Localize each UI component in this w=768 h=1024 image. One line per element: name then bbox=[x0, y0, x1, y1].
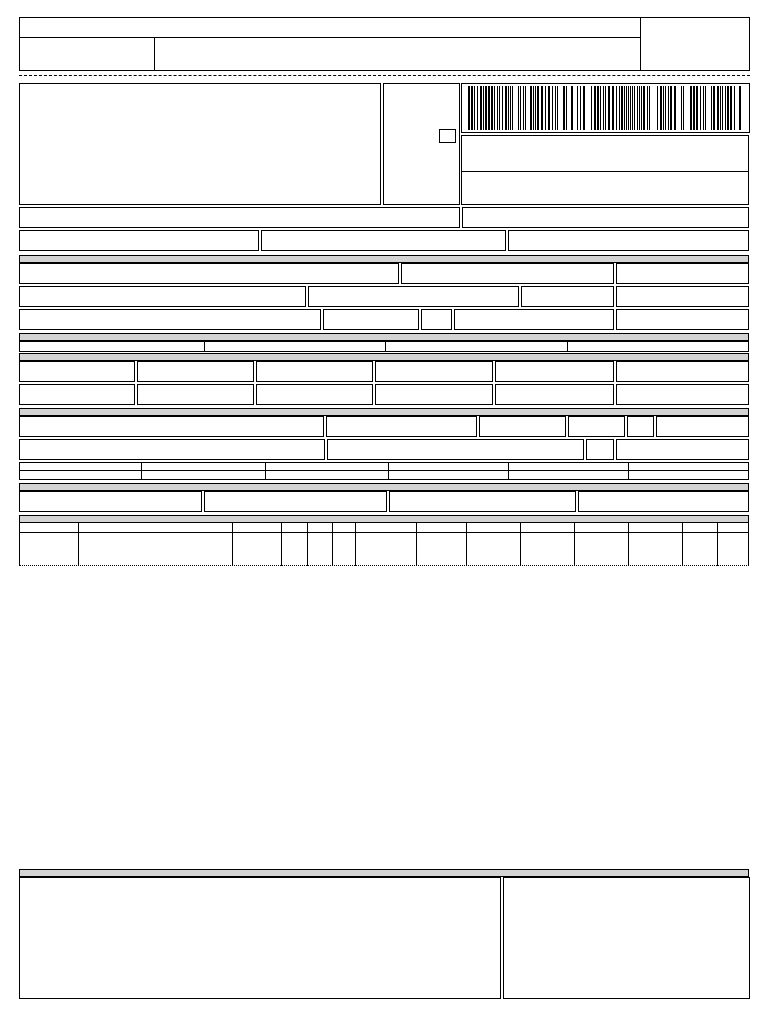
barcode-bar bbox=[608, 86, 610, 130]
cep-field bbox=[521, 286, 614, 307]
barcode-bar bbox=[555, 86, 556, 130]
products-right-edge bbox=[748, 522, 749, 566]
barcode-bar bbox=[637, 86, 638, 130]
recipient-ie-field bbox=[454, 309, 614, 330]
freight-field bbox=[19, 384, 135, 405]
barcode-bar bbox=[727, 86, 729, 130]
product-col-divider bbox=[574, 522, 575, 566]
product-col-divider bbox=[281, 522, 282, 566]
invoice-row bbox=[19, 341, 749, 352]
barcode-bar bbox=[665, 86, 666, 130]
carrier-city-field bbox=[327, 439, 584, 460]
barcode-bar bbox=[508, 86, 509, 130]
barcode-bar bbox=[494, 86, 495, 130]
address-field bbox=[19, 286, 306, 307]
barcode-bar bbox=[541, 86, 543, 130]
product-col-divider bbox=[232, 522, 233, 566]
vehicle-plate-field bbox=[568, 416, 625, 437]
entry-exit-checkbox[interactable] bbox=[439, 129, 456, 143]
barcode-bar bbox=[711, 86, 712, 130]
product-col-divider bbox=[628, 522, 629, 566]
carrier-section-header bbox=[19, 408, 749, 416]
barcode-bar bbox=[583, 86, 585, 130]
municipal-reg-field bbox=[19, 491, 202, 512]
barcode-bar bbox=[621, 86, 623, 130]
complementary-info-box bbox=[19, 877, 501, 999]
product-col-divider bbox=[682, 522, 683, 566]
barcode-bar bbox=[497, 86, 498, 130]
barcode-bar bbox=[491, 86, 493, 130]
exit-time-field bbox=[616, 309, 749, 330]
issqn-value-field bbox=[578, 491, 749, 512]
barcode-bar bbox=[577, 86, 578, 130]
state-reg-field bbox=[19, 230, 259, 251]
barcode-bar bbox=[616, 86, 617, 130]
product-col-divider bbox=[78, 522, 79, 566]
volumes-div-3 bbox=[388, 462, 389, 480]
barcode-bar bbox=[557, 86, 558, 130]
product-col-divider bbox=[416, 522, 417, 566]
tax-section-header bbox=[19, 353, 749, 361]
barcode-bar bbox=[474, 86, 475, 130]
exit-date-field bbox=[616, 286, 749, 307]
receipt-stub-divider-v1 bbox=[640, 17, 641, 71]
product-col-divider bbox=[355, 522, 356, 566]
issqn-base-field bbox=[389, 491, 576, 512]
barcode-bar bbox=[502, 86, 503, 130]
issuer-box bbox=[19, 83, 381, 205]
invoice-div-3 bbox=[567, 341, 568, 352]
barcode-bar bbox=[594, 86, 596, 130]
phone-field bbox=[323, 309, 419, 330]
barcode-bar bbox=[683, 86, 684, 130]
barcode-bar bbox=[730, 86, 732, 130]
barcode-bar bbox=[725, 86, 726, 130]
barcode-bar bbox=[571, 86, 573, 130]
barcode-bar bbox=[696, 86, 698, 130]
icms-st-base-field bbox=[256, 361, 373, 382]
barcode-bar bbox=[468, 86, 470, 130]
barcode-bar bbox=[499, 86, 500, 130]
insurance-field bbox=[137, 384, 254, 405]
barcode-bar bbox=[605, 86, 606, 130]
services-total-field bbox=[204, 491, 387, 512]
barcode-bar bbox=[480, 86, 482, 130]
barcode-bar bbox=[485, 86, 487, 130]
products-header-bottom bbox=[19, 522, 749, 523]
city-field bbox=[19, 309, 321, 330]
barcode-bar bbox=[713, 86, 715, 130]
product-col-divider bbox=[332, 522, 333, 566]
reserved-fisco-box bbox=[503, 877, 750, 999]
barcode-bar bbox=[619, 86, 620, 130]
barcode-bar bbox=[630, 86, 631, 130]
state-reg-st-field bbox=[261, 230, 506, 251]
icms-base-field bbox=[19, 361, 135, 382]
recipient-section-header bbox=[19, 255, 749, 263]
volumes-row bbox=[19, 462, 749, 480]
danfe-box bbox=[383, 83, 460, 205]
product-col-divider bbox=[717, 522, 718, 566]
barcode-bar bbox=[591, 86, 592, 130]
carrier-ie-field bbox=[616, 439, 749, 460]
barcode-bar bbox=[624, 86, 625, 130]
barcode-bar bbox=[533, 86, 534, 130]
barcode-bar bbox=[603, 86, 604, 130]
invoice-div-2 bbox=[385, 341, 386, 352]
barcode-bar bbox=[505, 86, 507, 130]
products-header-line bbox=[19, 532, 749, 533]
approx-tax-field bbox=[495, 361, 614, 382]
product-col-divider bbox=[520, 522, 521, 566]
barcode-bar bbox=[690, 86, 692, 130]
antt-code-field bbox=[479, 416, 566, 437]
barcode-bar bbox=[639, 86, 640, 130]
barcode-bar bbox=[483, 86, 484, 130]
products-left-edge bbox=[19, 522, 20, 566]
barcode-bar bbox=[600, 86, 601, 130]
barcode-bar bbox=[518, 86, 519, 130]
vehicle-uf-field bbox=[627, 416, 654, 437]
barcode-bar bbox=[552, 86, 553, 130]
volumes-div-1 bbox=[141, 462, 142, 480]
receipt-stub-divider-h bbox=[19, 37, 641, 38]
barcode-bar bbox=[535, 86, 536, 130]
volumes-divider-h bbox=[19, 470, 749, 471]
barcode-bar bbox=[563, 86, 565, 130]
ipi-value-field bbox=[495, 384, 614, 405]
barcode-bar bbox=[663, 86, 664, 130]
barcode-bar bbox=[700, 86, 701, 130]
barcode-bar bbox=[512, 86, 513, 130]
nature-operation-field bbox=[19, 207, 460, 228]
emission-date-field bbox=[616, 263, 749, 284]
barcode-bar bbox=[545, 86, 546, 130]
product-col-divider bbox=[466, 522, 467, 566]
barcode-bar bbox=[643, 86, 645, 130]
barcode-bar bbox=[471, 86, 473, 130]
other-expenses-field bbox=[375, 384, 493, 405]
barcode-bar bbox=[734, 86, 735, 130]
icms-value-field bbox=[137, 361, 254, 382]
barcode-bar bbox=[548, 86, 550, 130]
barcode-bar bbox=[705, 86, 706, 130]
recipient-cnpj-field bbox=[401, 263, 614, 284]
carrier-cnpj-field bbox=[656, 416, 749, 437]
barcode-bar bbox=[488, 86, 490, 130]
barcode-bar bbox=[612, 86, 614, 130]
barcode-bar bbox=[660, 86, 662, 130]
product-col-divider bbox=[307, 522, 308, 566]
barcode-bar bbox=[668, 86, 669, 130]
barcode-bar bbox=[626, 86, 627, 130]
volumes-div-5 bbox=[628, 462, 629, 480]
invoice-total-field bbox=[616, 384, 749, 405]
barcode-bar bbox=[580, 86, 581, 130]
barcode-icon bbox=[466, 86, 742, 130]
barcode-bar bbox=[649, 86, 650, 130]
barcode-bar bbox=[703, 86, 704, 130]
barcode-bar bbox=[641, 86, 642, 130]
invoice-section-header bbox=[19, 333, 749, 341]
freight-mode-field bbox=[326, 416, 477, 437]
icms-st-value-field bbox=[375, 361, 493, 382]
barcode-bar bbox=[674, 86, 676, 130]
barcode-bar bbox=[628, 86, 629, 130]
access-key-box bbox=[461, 135, 749, 172]
products-bottom-dotted bbox=[19, 565, 749, 566]
district-field bbox=[308, 286, 519, 307]
carrier-uf-field bbox=[586, 439, 614, 460]
barcode-bar bbox=[634, 86, 635, 130]
issqn-section-header bbox=[19, 483, 749, 491]
barcode-bar bbox=[477, 86, 478, 130]
carrier-name-field bbox=[19, 416, 324, 437]
authorization-box bbox=[461, 171, 749, 205]
uf-field bbox=[421, 309, 452, 330]
barcode-bar bbox=[632, 86, 633, 130]
cnpj-field bbox=[508, 230, 749, 251]
barcode-bar bbox=[647, 86, 648, 130]
barcode-bar bbox=[670, 86, 672, 130]
barcode-bar bbox=[523, 86, 524, 130]
recipient-name-field bbox=[19, 263, 399, 284]
barcode-bar bbox=[657, 86, 658, 130]
barcode-bar bbox=[717, 86, 719, 130]
barcode-bar bbox=[739, 86, 741, 130]
barcode-bar bbox=[566, 86, 567, 130]
barcode-bar bbox=[597, 86, 599, 130]
barcode-bar bbox=[537, 86, 539, 130]
barcode-bar bbox=[525, 86, 526, 130]
cut-line bbox=[19, 75, 750, 76]
barcode-bar bbox=[520, 86, 521, 130]
barcode-bar bbox=[530, 86, 532, 130]
barcode-bar bbox=[722, 86, 723, 130]
barcode-bar bbox=[510, 86, 511, 130]
barcode-bar bbox=[681, 86, 682, 130]
barcode-bar bbox=[693, 86, 695, 130]
invoice-div-1 bbox=[204, 341, 205, 352]
products-total-field bbox=[616, 361, 749, 382]
carrier-address-field bbox=[19, 439, 325, 460]
protocol-field bbox=[462, 207, 749, 228]
volumes-div-2 bbox=[265, 462, 266, 480]
volumes-div-4 bbox=[508, 462, 509, 480]
barcode-bar bbox=[720, 86, 721, 130]
discount-field bbox=[256, 384, 373, 405]
additional-data-header bbox=[19, 869, 749, 877]
receipt-stub-divider-v2 bbox=[154, 37, 155, 71]
